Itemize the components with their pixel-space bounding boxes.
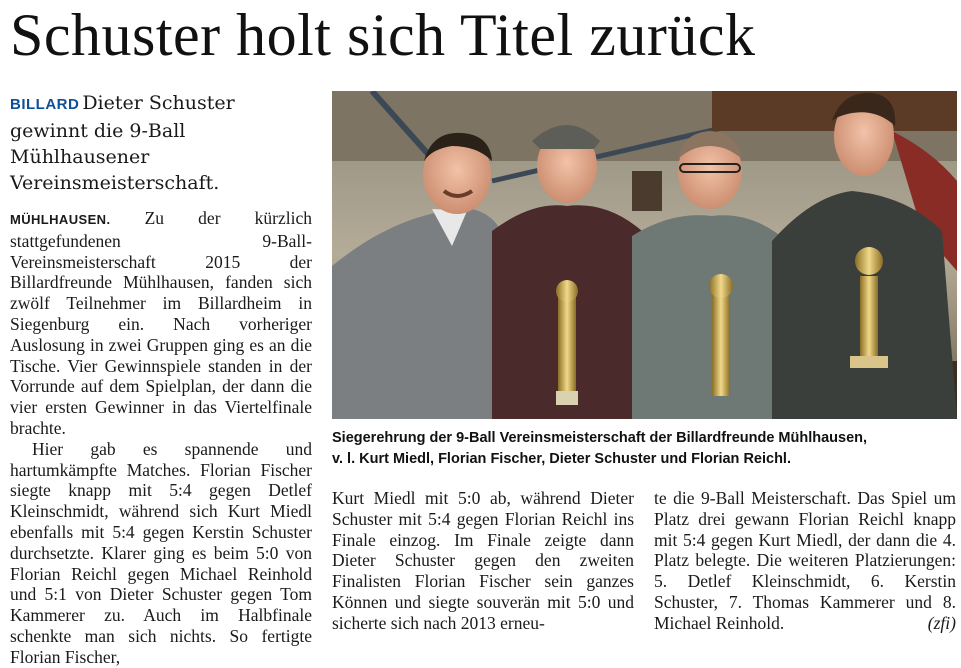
body-text-col3 [654, 488, 956, 634]
teaser-text: Dieter Schuster gewinnt die 9-Ball Mühlhausener Vereinsmeisterschaft. [10, 92, 235, 194]
paragraph-1 [10, 208, 312, 439]
paragraph-2-end [654, 488, 956, 634]
column-3 [654, 488, 956, 634]
signature: (zfi) [927, 612, 956, 633]
column-1 [10, 90, 312, 668]
paragraph-2: Hier gab es spannende und hartumkämpfte Matches. Florian Fischer siegte knapp mit 5:4 gegen Detlef Kleinschmidt, während sich Kurt Miedl ebenfalls mit 5:4 gegen Kerstin Schuster durchsetzte. Klarer ging es beim 5:0 von Florian Reichl gegen Michael Reinhold und 5:1 von Dieter Schuster gegen Tom Kammerer zu. Auch im Halbfinale schenkte man sich nichts. So fertigte Florian Fischer, [10, 438, 312, 667]
teaser [10, 90, 312, 196]
paragraph-1-text: Zu der kürzlich stattgefundenen 9-Ball-Vereinsmeisterschaft 2015 der Billardfreunde Mühlhausen, fanden sich zwölf Teilnehmer im Billardheim in Siegenburg ein. Nach vorheriger Auslosung in zwei Gruppen ging es an die Tische. Vier Gewinnspiele standen in der Vorrunde auf dem Spielplan, der dann die vier ersten Gewinner in das Viertelfinale brachte. [10, 208, 312, 438]
rubric: BILLARD [10, 96, 80, 113]
dateline: MÜHLHAUSEN. [10, 212, 111, 227]
headline: Schuster holt sich Titel zurück [10, 2, 756, 68]
paragraph-2-end-text: te die 9-Ball Meisterschaft. Das Spiel um Platz drei gewann Florian Reichl knapp mit 5:4 gegen Kurt Miedl, der dann die 4. Platz belegte. Die weiteren Platzierungen: 5. Detlef Kleinschmidt, 6. Kerstin Schuster, 7. Thomas Kammerer und 8. Michael Reinhold. [654, 488, 956, 633]
caption-line-1: Siegerehrung der 9-Ball Vereinsmeisterschaft der Billardfreunde Mühlhausen, [332, 430, 868, 446]
photo-caption [332, 428, 957, 470]
body-text-col2 [332, 488, 634, 634]
team-photo [332, 91, 957, 419]
body-text-col1 [10, 208, 312, 668]
column-2 [332, 488, 634, 634]
caption-line-2: v. l. Kurt Miedl, Florian Fischer, Dieter Schuster und Florian Reichl. [332, 451, 791, 467]
paragraph-2-cont: Kurt Miedl mit 5:0 ab, während Dieter Schuster mit 5:4 gegen Florian Reichl ins Finale einzog. Im Finale zeigte dann Dieter Schuster gegen den zweiten Finalisten Florian Fischer sein ganzes Können und siegte souverän mit 5:0 und sicherte sich nach 2013 erneu- [332, 488, 634, 633]
